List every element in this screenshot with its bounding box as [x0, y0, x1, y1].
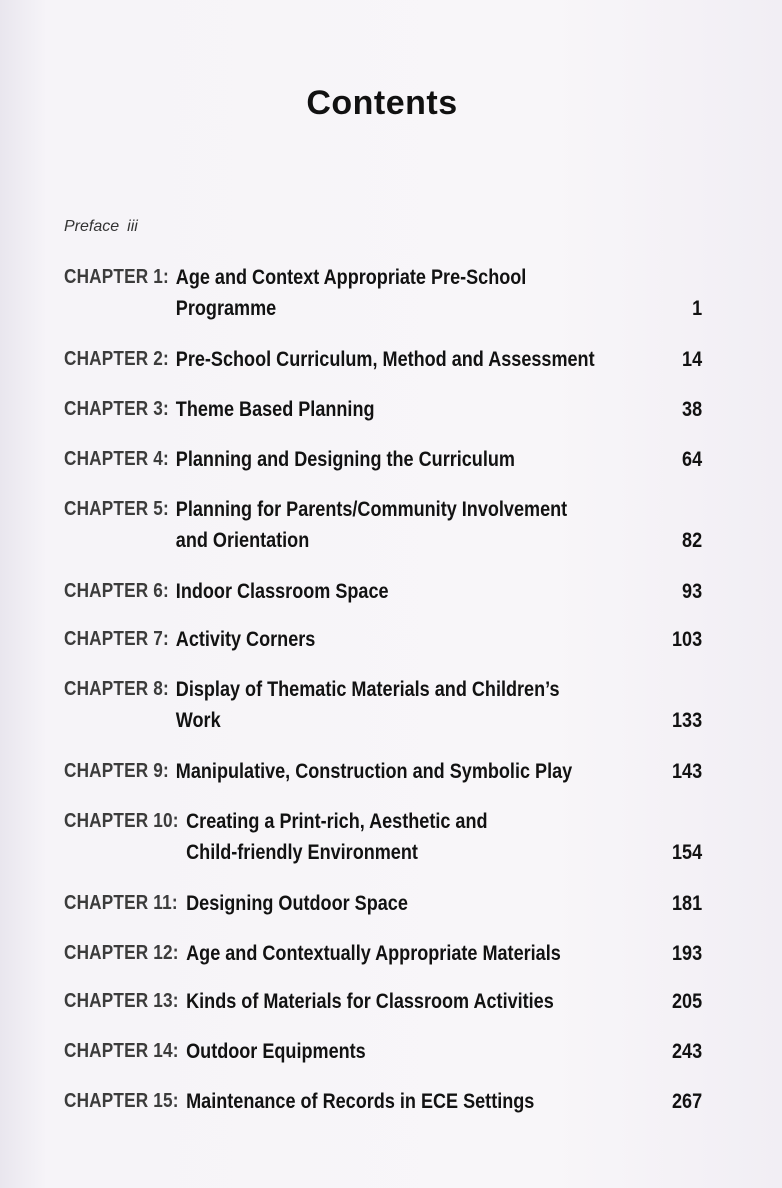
- toc-entry: [64, 624, 703, 655]
- chapter-label: CHAPTER 7:: [64, 628, 169, 650]
- chapter-title-line: Maintenance of Records in ECE Settings: [186, 1090, 535, 1113]
- toc-entry: [64, 674, 703, 736]
- chapter-label: CHAPTER 1:: [64, 266, 169, 288]
- toc-entry: [64, 576, 703, 607]
- chapter-page-number: 243: [671, 1040, 703, 1063]
- chapter-title-line: Kinds of Materials for Classroom Activities: [186, 990, 554, 1013]
- chapter-label: CHAPTER 2:: [64, 348, 169, 370]
- chapter-title-line: and Orientation: [175, 529, 310, 552]
- chapter-title-line: Age and Contextually Appropriate Materials: [186, 942, 561, 965]
- chapter-title-line: Age and Context Appropriate Pre-School: [175, 266, 527, 289]
- chapter-label: CHAPTER 9:: [64, 760, 169, 782]
- chapter-title-line: Programme: [175, 297, 277, 320]
- chapter-title-line: Pre-School Curriculum, Method and Assessment: [175, 348, 595, 371]
- chapter-title-line: Theme Based Planning: [175, 398, 375, 421]
- chapter-label: CHAPTER 14:: [64, 1040, 179, 1062]
- chapter-page-number: 1: [692, 297, 703, 320]
- chapter-title-line: Indoor Classroom Space: [175, 580, 389, 603]
- chapter-title-line: Display of Thematic Materials and Children’s: [175, 678, 560, 701]
- chapter-label: CHAPTER 8:: [64, 678, 169, 700]
- chapter-page-number: 133: [671, 709, 703, 732]
- chapter-label: CHAPTER 3:: [64, 398, 169, 420]
- chapter-title-line: Work: [175, 709, 221, 732]
- preface-label: Preface: [64, 218, 120, 235]
- chapter-page-number: 143: [671, 760, 703, 783]
- chapter-page-number: 64: [682, 448, 703, 471]
- preface-page-number: iii: [127, 218, 138, 235]
- chapter-page-number: 14: [682, 348, 703, 371]
- chapter-title-line: Planning and Designing the Curriculum: [175, 448, 515, 471]
- chapter-label: CHAPTER 12:: [64, 942, 179, 964]
- chapter-page-number: 267: [671, 1090, 703, 1113]
- chapter-label: CHAPTER 15:: [64, 1090, 179, 1112]
- chapter-page-number: 181: [671, 892, 703, 915]
- preface-entry: [64, 218, 138, 236]
- chapter-title-line: Child-friendly Environment: [186, 841, 418, 864]
- toc-entry: [64, 494, 703, 556]
- toc-entry: [64, 394, 703, 425]
- chapter-page-number: 93: [682, 580, 703, 603]
- chapter-title-line: Designing Outdoor Space: [186, 892, 408, 915]
- chapter-page-number: 205: [671, 990, 703, 1013]
- toc-entry: [64, 1036, 703, 1067]
- chapter-page-number: 193: [671, 942, 703, 965]
- page-title: Contents: [306, 84, 458, 122]
- chapter-label: CHAPTER 5:: [64, 498, 169, 520]
- chapter-label: CHAPTER 10:: [64, 810, 179, 832]
- chapter-label: CHAPTER 4:: [64, 448, 169, 470]
- chapter-page-number: 154: [671, 841, 703, 864]
- toc-entry: [64, 806, 703, 868]
- chapter-label: CHAPTER 6:: [64, 580, 169, 602]
- toc-entry: [64, 756, 703, 787]
- toc-entry: [64, 444, 703, 475]
- chapter-page-number: 38: [682, 398, 703, 421]
- chapter-title-line: Activity Corners: [175, 628, 316, 651]
- chapter-title-line: Creating a Print-rich, Aesthetic and: [186, 810, 488, 833]
- chapter-title-line: Planning for Parents/Community Involvement: [175, 498, 568, 521]
- toc-entry: [64, 262, 703, 324]
- toc-entry: [64, 938, 703, 969]
- toc-entry: [64, 1086, 703, 1117]
- chapter-label: CHAPTER 13:: [64, 990, 179, 1012]
- toc-entry: [64, 888, 703, 919]
- chapter-title-line: Manipulative, Construction and Symbolic Play: [175, 760, 573, 783]
- toc-entry: [64, 986, 703, 1017]
- chapter-page-number: 103: [671, 628, 703, 651]
- toc-entry: [64, 344, 703, 375]
- chapter-title-line: Outdoor Equipments: [186, 1040, 366, 1063]
- chapter-label: CHAPTER 11:: [64, 892, 178, 914]
- chapter-page-number: 82: [682, 529, 703, 552]
